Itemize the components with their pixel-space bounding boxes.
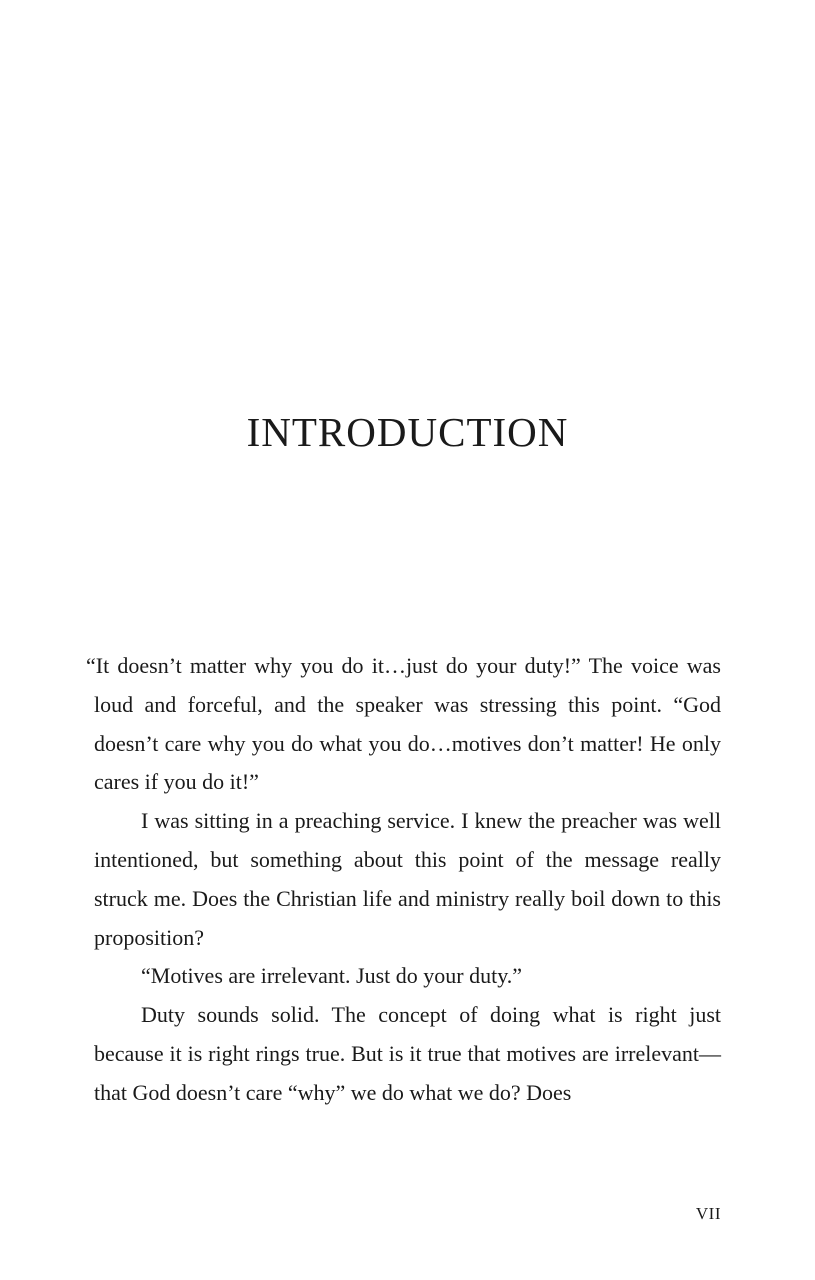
- paragraph-motives-quote: “Motives are irrelevant. Just do your duty.”: [141, 963, 523, 989]
- chapter-title: INTRODUCTION: [246, 409, 569, 455]
- paragraph-opening-quote: “It doesn’t matter why you do it…just do your duty!” The voice was loud and forceful, and the speaker was stressing this point. “God doesn’t care why you do what you do…motives don’t matter! He only cares if you do it!”: [86, 653, 721, 795]
- page-number: VII: [695, 1204, 721, 1223]
- body-text: [86, 647, 721, 1113]
- paragraph-duty: Duty sounds solid. The concept of doing what is right just because it is right rings true. But is it true that motives are irrelevant—that God doesn’t care “why” we do what we do? Does: [94, 1002, 721, 1105]
- paragraph-preaching-service: I was sitting in a preaching service. I knew the preacher was well intentioned, but something about this point of the message really struck me. Does the Christian life and ministry really boil down to this proposition?: [94, 808, 721, 950]
